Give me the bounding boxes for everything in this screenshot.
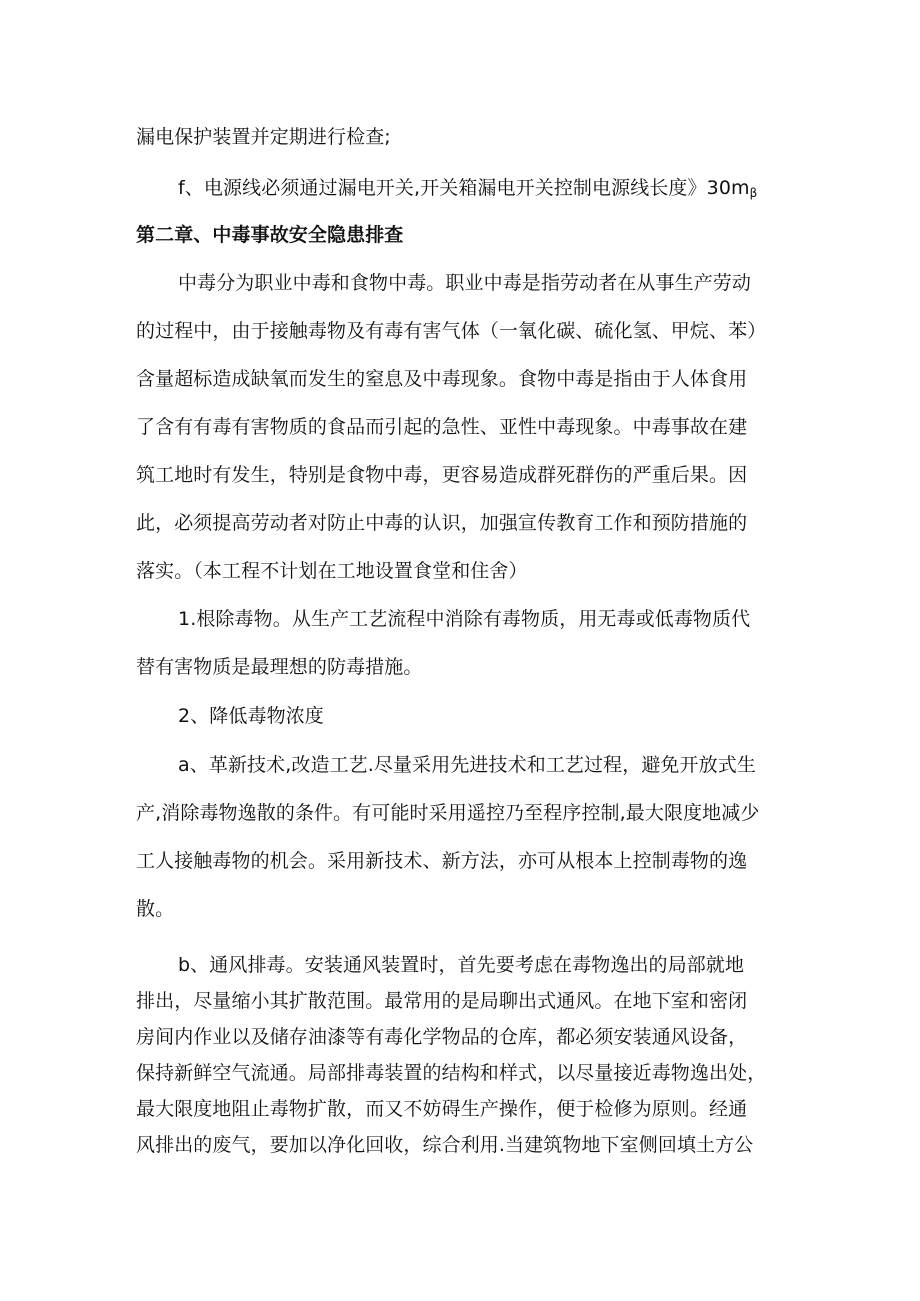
paragraph-line: 替有害物质是最理想的防毒措施。	[136, 656, 423, 678]
paragraph-line: 1.根除毒物。从生产工艺流程中消除有毒物质，用无毒或低毒物质代	[178, 608, 751, 630]
paragraph-line: 房间内作业以及储存油漆等有毒化学物品的仓库，都必须安装通风设备，	[136, 1026, 748, 1048]
chapter-heading: 第二章、中毒事故安全隐患排查	[136, 224, 404, 246]
paragraph-line: 的过程中，由于接触毒物及有毒有害气体（一氧化碳、硫化氢、甲烷、苯）	[136, 320, 767, 342]
text-line-2-main: f、电源线必须通过漏电开关,开关箱漏电开关控制电源线长度》30m	[178, 177, 750, 199]
paragraph-line: 工人接触毒物的机会。采用新技术、新方法，亦可从根本上控制毒物的逸	[136, 850, 748, 872]
paragraph-line: 散。	[136, 898, 175, 920]
paragraph-line: 产,消除毒物逸散的条件。有可能时采用遥控乃至程序控制,最大限度地减少	[136, 802, 760, 824]
paragraph-line: a、革新技术,改造工艺.尽量采用先进技术和工艺过程，避免开放式生	[178, 754, 756, 776]
paragraph-line: 此，必须提高劳动者对防止中毒的认识，加强宣传教育工作和预防措施的	[136, 512, 748, 534]
section-heading: 2、降低毒物浓度	[178, 705, 324, 727]
paragraph-line: 最大限度地阻止毒物扩散，而又不妨碍生产操作，便于检修为原则。经通	[136, 1098, 748, 1120]
paragraph-line: 含量超标造成缺氧而发生的窒息及中毒现象。食物中毒是指由于人体食用	[136, 368, 748, 390]
paragraph-line: 排出，尽量缩小其扩散范围。最常用的是局聊出式通风。在地下室和密闭	[136, 990, 748, 1012]
paragraph-line: 筑工地时有发生，特别是食物中毒，更容易造成群死群伤的严重后果。因	[136, 464, 748, 486]
text-line-2	[178, 175, 788, 201]
paragraph-line: 了含有有毒有害物质的食品而引起的急性、亚性中毒现象。中毒事故在建	[136, 416, 748, 438]
paragraph-line: 保持新鲜空气流通。局部排毒装置的结构和样式，以尽量接近毒物逸出处，	[136, 1062, 767, 1084]
paragraph-line: 中毒分为职业中毒和食物中毒。职业中毒是指劳动者在从事生产劳动	[178, 272, 752, 294]
paragraph-line: 风排出的废气，要加以净化回收，综合利用.当建筑物地下室侧回填土方公	[136, 1134, 754, 1156]
text-line-1: 漏电保护装置并定期进行检查;	[136, 126, 391, 148]
paragraph-line: 落实。（本工程不计划在工地设置食堂和住舍）	[136, 560, 528, 582]
text-line-2-subscript: β	[749, 186, 758, 200]
paragraph-line: b、通风排毒。安装通风装置时，首先要考虑在毒物逸出的局部就地	[178, 954, 745, 976]
